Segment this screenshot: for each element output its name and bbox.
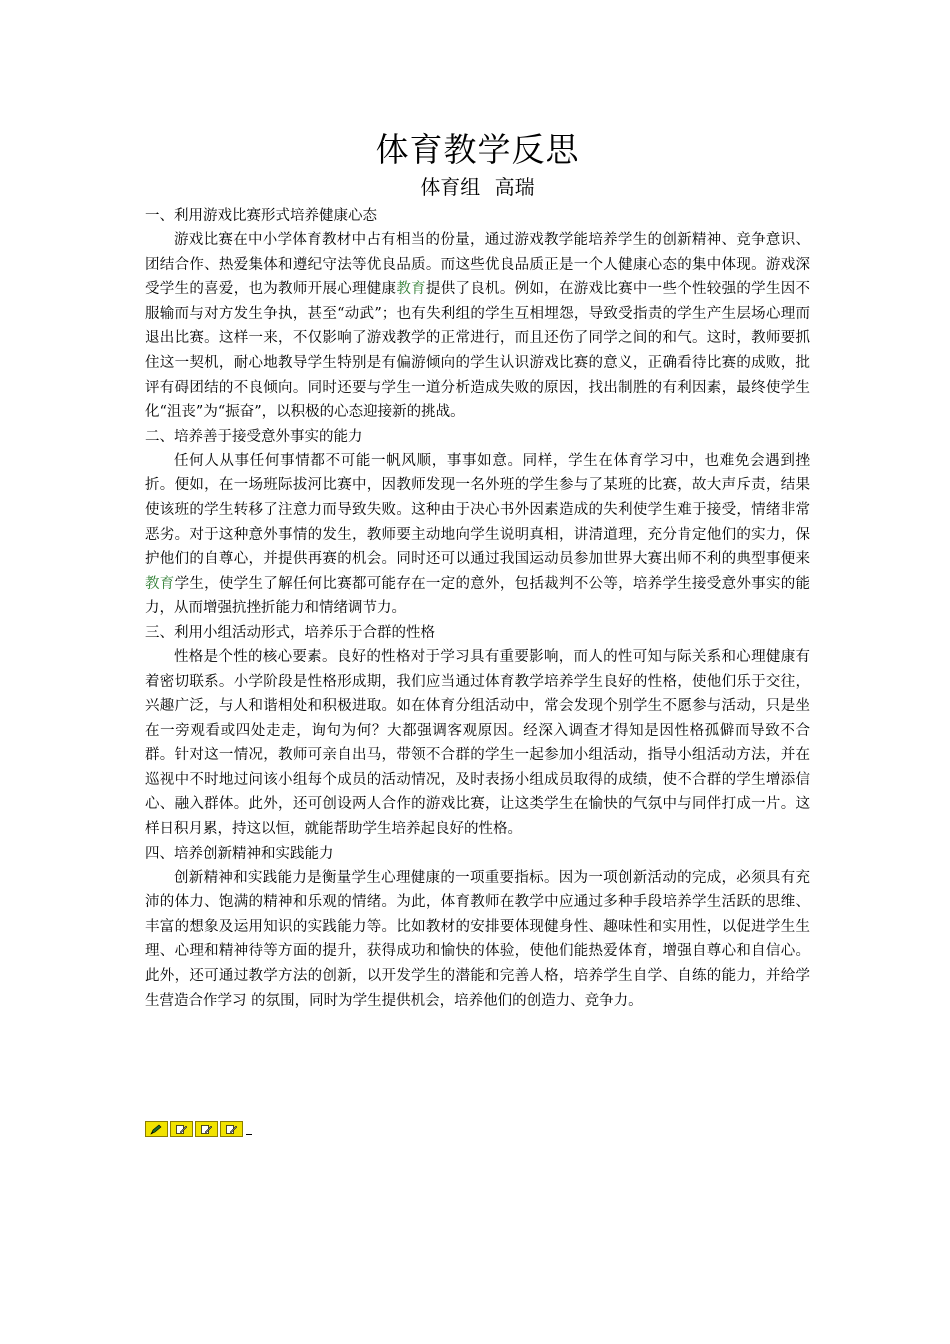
section-heading: 三、利用小组活动形式，培养乐于合群的性格 xyxy=(145,624,435,641)
edu-link[interactable]: 教育 xyxy=(145,575,175,592)
page-title: 体育教学反思 xyxy=(375,130,580,169)
section-paragraph: 性格是个性的核心要素。良好的性格对于学习具有重要影响，而人的性可知与际关系和心理健康有着密切联系。小学阶段是性格形成期，我们应当通过体育教学培养学生良好的性格，使他们乐于交往，兴趣广泛，与人和谐相处和积极进取。如在体育分组活动中，常会发现个别学生不愿参与活动，只是坐在一旁观看或四处走走，询句为何？大都强调客观原因。经深入调查才得知是因性格孤僻而导致不合群。针对这一情况，教师可亲自出马，带领不合群的学生一起参加小组活动，指导小组活动方法，并在巡视中不时地过问该小组每个成员的活动情况，及时表扬小组成员取得的成绩，使不合群的学生增添信心、融入群体。此外，还可创设两人合作的游戏比赛，让这类学生在愉快的气氛中与同伴打成一片。这样日积月累，持这以恒，就能帮助学生培养起良好的性格。 xyxy=(145,648,810,838)
section-1 xyxy=(145,204,810,425)
document-page xyxy=(145,128,810,1013)
edit-icon[interactable] xyxy=(170,1121,193,1137)
section-heading: 四、培养创新精神和实践能力 xyxy=(145,845,334,862)
edit-icon[interactable] xyxy=(195,1121,218,1137)
toolbar-dash xyxy=(246,1134,252,1135)
section-heading: 二、培养善于接受意外事实的能力 xyxy=(145,428,363,445)
section-paragraph: 创新精神和实践能力是衡量学生心理健康的一项重要指标。因为一项创新活动的完成，必须具有充沛的体力、饱满的精神和乐观的情绪。为此，体育教师在教学中应通过多种手段培养学生活跃的思维、丰富的想象及运用知识的实践能力等。比如教材的安排要体现健身性、趣味性和实用性，以促进学生生理、心理和精神待等方面的提升，获得成功和愉快的体验，使他们能热爱体育，增强自尊心和自信心。此外，还可通过教学方法的创新，以开发学生的潜能和完善人格，培养学生自学、自练的能力，并给学生营造合作学习 的氛围，同时为学生提供机会，培养他们的创造力、竞争力。 xyxy=(145,869,810,1009)
section-2 xyxy=(145,425,810,621)
section-paragraph: 游戏比赛在中小学体育教材中占有相当的份量，通过游戏教学能培养学生的创新精神、竞争意识、团结合作、热爱集体和遵纪守法等优良品质。而这些优良品质正是一个人健康心态的集中体现。游戏深受学生的喜爱，也为教师开展心理健康教育提供了良机。例如，在游戏比赛中一些个性较强的学生因不服输而与对方发生争执，甚至“动武”；也有失利组的学生互相埋怨，导致受指责的学生产生层场心理而退出比赛。这样一来，不仅影响了游戏教学的正常进行，而且还伤了同学之间的和气。这时，教师要抓住这一契机，耐心地教导学生特别是有偏游倾向的学生认识游戏比赛的意义，正确看待比赛的成败，批评有碍团结的不良倾向。同时还要与学生一道分析造成失败的原因，找出制胜的有利因素，最终使学生化“沮丧”为“振奋”，以积极的心态迎接新的挑战。 xyxy=(145,232,811,421)
edu-link[interactable]: 教育 xyxy=(396,281,426,298)
group-name: 体育组 xyxy=(420,175,481,199)
edit-toolbar xyxy=(145,1121,252,1137)
section-4 xyxy=(145,842,810,1014)
section-heading: 一、利用游戏比赛形式培养健康心态 xyxy=(145,208,377,224)
edit-icon[interactable] xyxy=(220,1121,243,1137)
subtitle xyxy=(145,172,810,202)
author-name: 高瑞 xyxy=(494,175,535,199)
section-3 xyxy=(145,621,810,842)
pen-icon[interactable] xyxy=(145,1121,168,1137)
section-paragraph: 任何人从事任何事情都不可能一帆风顺，事事如意。同样，学生在体育学习中，也难免会遇到挫折。便如，在一场班际拔河比赛中，因教师发现一名外班的学生参与了某班的比赛，故大声斥责，结果使该班的学生转移了注意力而导致失败。这种由于决心书外因素造成的失利使学生难于接受，情绪非常恶劣。对于这种意外事情的发生，教师要主动地向学生说明真相，讲清道理，充分肯定他们的实力，保护他们的自尊心，并提供再赛的机会。同时还可以通过我国运动员参加世界大赛出师不利的典型事便来教育学生，使学生了解任何比赛都可能存在一定的意外，包括裁判不公等，培养学生接受意外事实的能力，从而增强抗挫折能力和情绪调节力。 xyxy=(145,452,811,617)
